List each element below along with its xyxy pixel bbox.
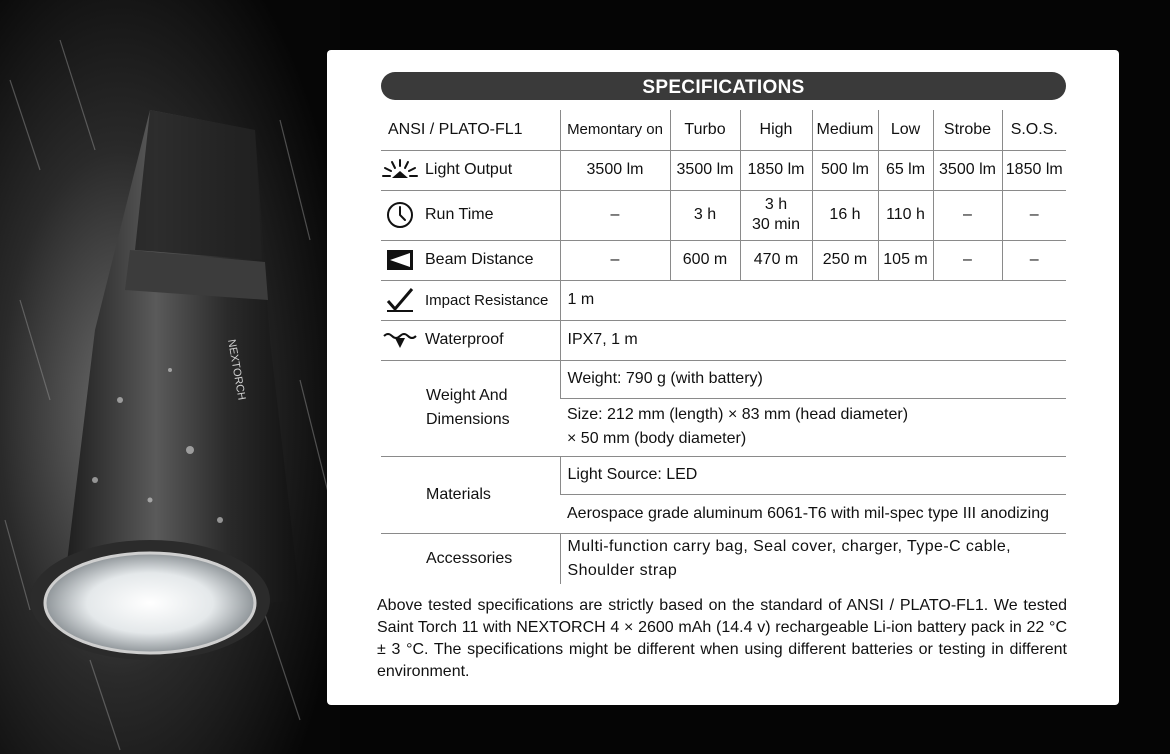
accessories-row xyxy=(381,533,1066,584)
table-cell: 1850 lm xyxy=(740,150,812,190)
run-time-row xyxy=(381,190,1066,240)
impact-check-icon xyxy=(381,287,419,313)
standard-label: ANSI / PLATO-FL1 xyxy=(381,110,560,150)
run-time-high-line2: 30 min xyxy=(751,216,801,233)
photo-brand-text: NEXTORCH xyxy=(225,338,248,402)
light-output-row xyxy=(381,150,1066,190)
accessories-label: Accessories xyxy=(426,549,513,567)
table-cell: – xyxy=(560,240,670,280)
size-line2: × 50 mm (body diameter) xyxy=(567,430,747,447)
table-cell: 1850 lm xyxy=(1002,150,1066,190)
table-cell: – xyxy=(1002,240,1066,280)
mode-header: Memontary on xyxy=(560,110,670,150)
table-cell: 3 h xyxy=(670,190,740,240)
table-cell: 3500 lm xyxy=(933,150,1002,190)
weight-dimensions-label-line1: Weight And xyxy=(426,387,508,404)
mode-header: Medium xyxy=(812,110,878,150)
light-burst-icon xyxy=(381,158,419,182)
body-material-value: Aerospace grade aluminum 6061-T6 with mil-spec type III anodizing xyxy=(560,494,1066,533)
mode-header: Turbo xyxy=(670,110,740,150)
footer-note: Above tested specifications are strictly based on the standard of ANSI / PLATO-FL1. We tested Saint Torch 11 with NEXTORCH 4 × 2600 mAh (14.4 v) rechargeable Li-ion battery pack in 22 °C ± 3 °C. The specifications might be different when using different batteries or testing in different environment. xyxy=(377,597,1067,680)
weight-dimensions-label-line2: Dimensions xyxy=(426,411,510,428)
run-time-high-line1: 3 h xyxy=(764,196,788,213)
specifications-title: SPECIFICATIONS xyxy=(381,72,1066,100)
mode-header: Low xyxy=(878,110,933,150)
table-cell: – xyxy=(933,190,1002,240)
clock-icon xyxy=(381,201,419,229)
weight-dimensions-label xyxy=(381,360,560,456)
waterproof-icon xyxy=(381,330,419,350)
size-value xyxy=(560,398,1066,456)
materials-row xyxy=(381,456,1066,494)
table-cell xyxy=(740,190,812,240)
table-cell: 3500 lm xyxy=(560,150,670,190)
table-cell: 600 m xyxy=(670,240,740,280)
waterproof-value: IPX7, 1 m xyxy=(560,320,1066,360)
mode-header: Strobe xyxy=(933,110,1002,150)
table-header-row xyxy=(381,110,1066,150)
table-cell: 500 lm xyxy=(812,150,878,190)
table-cell: 16 h xyxy=(812,190,878,240)
impact-resistance-label: Impact Resistance xyxy=(425,291,549,309)
accessories-line1: Multi-function carry bag, Seal cover, charger, Type-C cable, xyxy=(567,537,1011,555)
accessories-value xyxy=(560,533,1066,584)
materials-label: Materials xyxy=(381,456,560,533)
waterproof-row xyxy=(381,320,1066,360)
table-cell: 250 m xyxy=(812,240,878,280)
run-time-label: Run Time xyxy=(425,206,494,223)
mode-header: S.O.S. xyxy=(1002,110,1066,150)
beam-icon xyxy=(381,249,419,271)
weight-value: Weight: 790 g (with battery) xyxy=(560,360,1066,398)
beam-distance-label: Beam Distance xyxy=(425,251,534,268)
impact-resistance-value: 1 m xyxy=(560,280,1066,320)
flashlight-photo xyxy=(0,0,340,754)
table-cell: 470 m xyxy=(740,240,812,280)
specifications-panel xyxy=(327,50,1119,705)
table-cell: 105 m xyxy=(878,240,933,280)
table-cell: – xyxy=(933,240,1002,280)
light-output-label: Light Output xyxy=(425,161,513,178)
weight-row xyxy=(381,360,1066,398)
accessories-line2: Shoulder strap xyxy=(567,561,678,579)
impact-resistance-row xyxy=(381,280,1066,320)
beam-distance-row xyxy=(381,240,1066,280)
table-cell: 65 lm xyxy=(878,150,933,190)
table-cell: 110 h xyxy=(878,190,933,240)
table-cell: – xyxy=(560,190,670,240)
table-cell: – xyxy=(1002,190,1066,240)
size-line1: Size: 212 mm (length) × 83 mm (head diameter) xyxy=(567,406,909,423)
specifications-table xyxy=(381,110,1066,584)
mode-header: High xyxy=(740,110,812,150)
table-cell: 3500 lm xyxy=(670,150,740,190)
light-source-value: Light Source: LED xyxy=(560,456,1066,494)
waterproof-label: Waterproof xyxy=(425,331,504,348)
